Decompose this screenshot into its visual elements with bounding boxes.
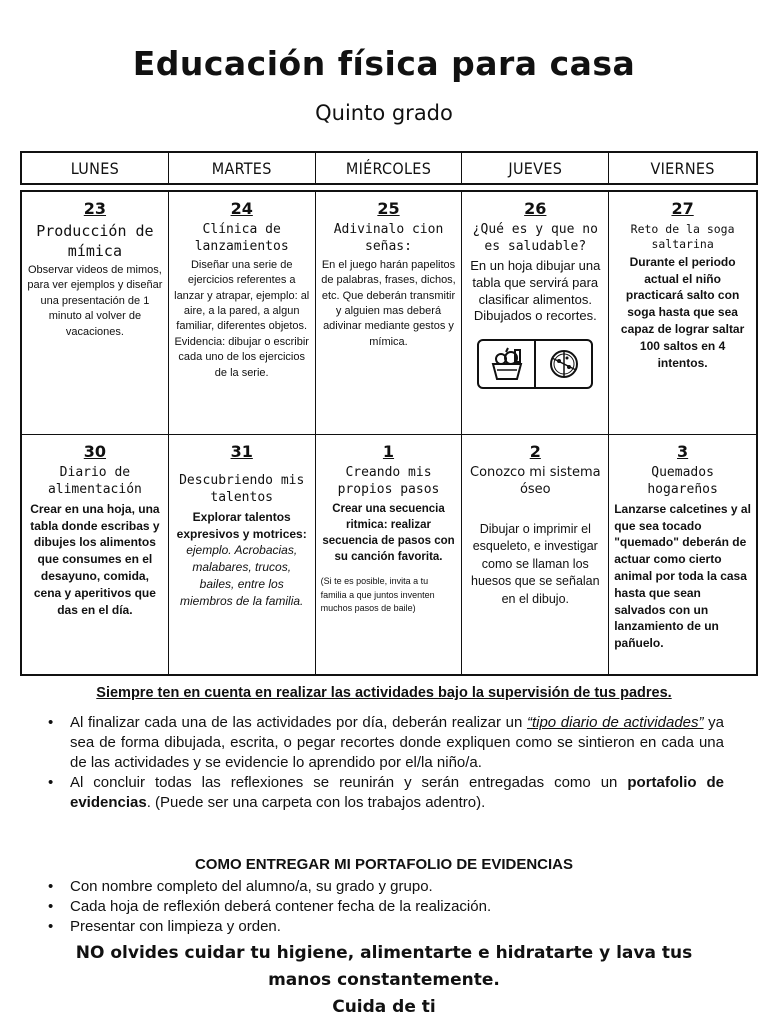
instruction-item	[48, 713, 724, 773]
instruction-text: ya sea de forma dibujada, escrita, o pegar recortes donde expliquen como se sintieron en cada una de las actividades y se evidencie lo aprendido por el/la niño/a.	[70, 714, 725, 772]
activity-calendar	[20, 190, 758, 676]
activity-description: Diseñar una serie de ejercicios referentes a lanzar y atrapar, ejemplo: al aire, a la pared, a algun familiar, diferentes objetos.	[174, 258, 310, 333]
day-tuesday: MARTES	[169, 153, 316, 183]
supervision-notice: Siempre ten en cuenta en realizar las actividades bajo la supervisión de tus padres.	[96, 685, 672, 701]
activity-title: Clínica de lanzamientos	[194, 222, 289, 254]
instruction-text: Al finalizar cada una de las actividades por día, deberán realizar un	[70, 714, 527, 731]
activity-description: Dibujar o imprimir el esqueleto, e investigar como se llaman los huesos que se señalan en el dibujo.	[471, 521, 600, 606]
day-number: 23	[83, 199, 107, 218]
page-title: Educación física para casa	[132, 44, 636, 83]
activity-description: Lanzarse calcetines y al que sea tocado "quemado" deberán de actuar como cierto animal por toda la casa hasta que sean salvados con un lanzamiento de un pañuelo.	[614, 501, 751, 651]
activity-description: Crear en una hoja, una tabla donde escribas y dibujes los alimentos que consumes en el desayuno, comida, cena y aperitivos que das en el día.	[30, 501, 160, 617]
portfolio-heading: COMO ENTREGAR MI PORTAFOLIO DE EVIDENCIAS	[194, 856, 574, 873]
day-number: 3	[677, 442, 689, 461]
activity-description: Crear una secuencia ritmica: realizar secuencia de pasos con su canción favorita.	[322, 502, 455, 564]
day-wednesday: MIÉRCOLES	[316, 153, 463, 183]
requirement-item: • Con nombre completo del alumno/a, su grado y grupo.	[48, 877, 724, 897]
food-basket-icon	[479, 341, 536, 387]
day-number: 31	[230, 442, 253, 461]
activity-title: Descubriendo mis talentos	[179, 473, 305, 505]
portfolio-term: portafolio de evidencias	[70, 774, 725, 812]
food-table-illustration	[477, 339, 593, 389]
closing-line: NO olvides cuidar tu higiene, alimentarte e hidratarte y lava tus	[75, 943, 693, 963]
activity-description: Explorar talentos expresivos y motrices:	[176, 509, 307, 541]
activity-title: Conozco mi sistema óseo	[470, 465, 601, 497]
weekday-header	[20, 151, 758, 185]
activity-title: ¿Qué es y que no es saludable?	[472, 222, 598, 254]
calendar-cell	[462, 192, 609, 435]
activity-description: En el juego harán papelitos de palabras, frases, dichos, etc. Que deberán transmitir y alguien mas deberá adivinar mediante gestos y mímica.	[321, 258, 456, 348]
day-number: 27	[671, 199, 694, 218]
activity-title: Creando mis propios pasos	[337, 465, 440, 497]
calendar-cell	[22, 435, 169, 674]
activity-example: ejemplo. Acrobacias, malabares, trucos, bailes, entre los miembros de la familia.	[180, 543, 304, 608]
calendar-cell	[169, 192, 316, 435]
calendar-cell	[316, 192, 463, 435]
activity-note: (Si te es posible, invita a tu familia a que juntos inventen muchos pasos de baile)	[320, 576, 435, 614]
portfolio-requirements-list	[48, 877, 724, 937]
activity-evidence: Evidencia: dibujar o escribir cada uno de los ejercicios de la serie.	[174, 335, 309, 379]
day-thursday: JUEVES	[462, 153, 609, 183]
calendar-cell	[462, 435, 609, 674]
day-monday: LUNES	[22, 153, 169, 183]
activity-description: Observar videos de mimos, para ver ejemplos y diseñar una presentación de 1 minuto al volver de vacaciones.	[27, 264, 163, 338]
activity-title: Producción de mímica	[36, 222, 154, 260]
calendar-cell	[316, 435, 463, 674]
calendar-cell	[609, 192, 756, 435]
calendar-cell	[22, 192, 169, 435]
day-number: 25	[377, 199, 400, 218]
closing-line: manos constantemente.	[268, 970, 500, 991]
day-number: 30	[83, 442, 107, 461]
activity-title: Diario de alimentación	[47, 465, 142, 497]
diary-term: “tipo diario de actividades”	[526, 714, 704, 731]
instruction-item	[48, 773, 724, 813]
day-number: 2	[529, 442, 541, 461]
instruction-text: Al concluir todas las reflexiones se reunirán y serán entregadas como un	[70, 774, 628, 792]
requirement-item: • Presentar con limpieza y orden.	[48, 917, 724, 937]
instruction-text: . (Puede ser una carpeta con los trabajos adentro).	[146, 794, 486, 812]
day-friday: VIERNES	[650, 158, 715, 178]
day-number: 1	[382, 442, 395, 461]
pizza-icon	[536, 341, 591, 387]
page-subtitle: Quinto grado	[315, 101, 453, 125]
activity-title: Adivinalo cion señas:	[333, 222, 444, 254]
day-number: 24	[230, 199, 253, 218]
activity-title: Reto de la soga saltarina	[630, 222, 735, 251]
closing-line: Cuida de ti	[332, 997, 436, 1018]
day-number: 26	[524, 199, 547, 218]
calendar-cell	[609, 435, 756, 674]
activity-description: En un hoja dibujar una tabla que servirá para clasificar alimentos. Dibujados o recortes.	[470, 257, 601, 324]
activity-title: Quemados hogareños	[647, 465, 718, 497]
closing-message	[0, 940, 768, 1022]
calendar-cell	[169, 435, 316, 674]
requirement-item: • Cada hoja de reflexión deberá contener fecha de la realización.	[48, 897, 724, 917]
instructions-list	[48, 713, 724, 813]
activity-description: Durante el periodo actual el niño practicará salto con soga hasta que sea capaz de lograr saltar 100 saltos en 4 intentos.	[620, 254, 745, 370]
